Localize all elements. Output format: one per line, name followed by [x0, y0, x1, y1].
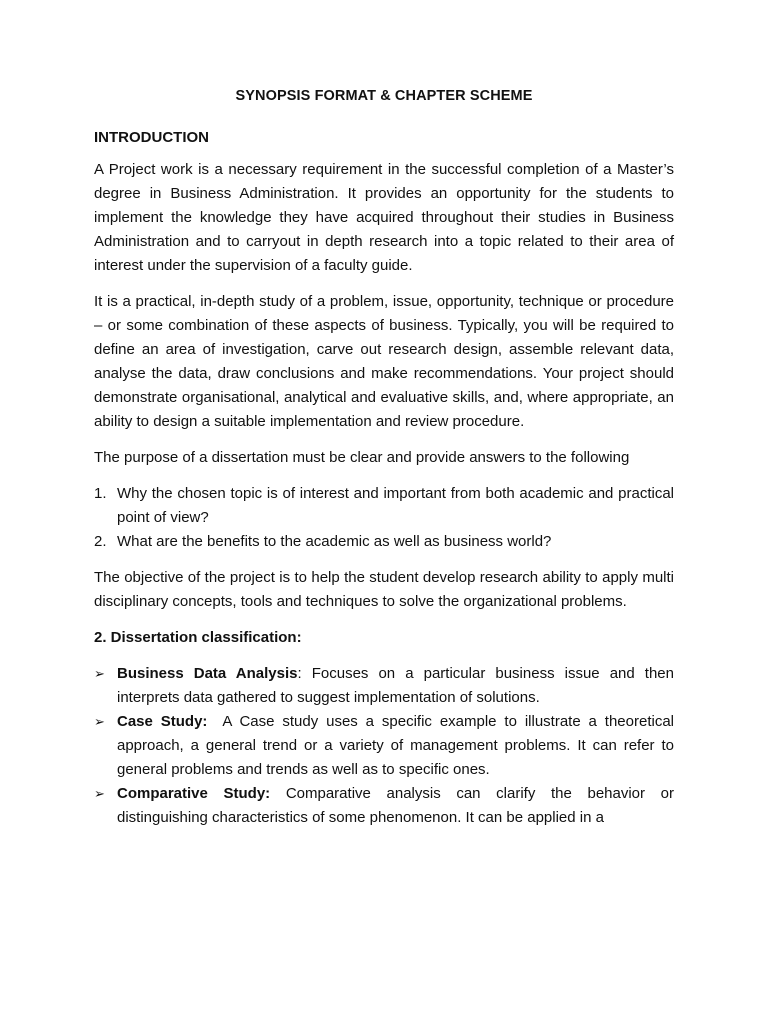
- objective-paragraph: The objective of the project is to help the student develop research ability to apply multi disciplinary concepts, tools and techniques to solve the organizational problems.: [94, 569, 674, 610]
- classification-term: Comparative Study:: [117, 785, 271, 802]
- classification-term: Business Data Analysis: [117, 665, 298, 682]
- introduction-heading: INTRODUCTION: [94, 129, 209, 146]
- term-separator: [270, 785, 286, 802]
- list-item: [94, 710, 674, 782]
- document-title: SYNOPSIS FORMAT & CHAPTER SCHEME: [235, 88, 533, 104]
- list-item-number: 2.: [94, 533, 107, 550]
- classification-term: Case Study:: [117, 713, 208, 730]
- classification-list: [94, 662, 674, 830]
- arrow-bullet-icon: ➢: [94, 786, 105, 801]
- list-item-text: Why the chosen topic is of interest and important from both academic and practical point of view?: [117, 485, 674, 526]
- purpose-paragraph: The purpose of a dissertation must be clear and provide answers to the following: [94, 449, 630, 466]
- list-item: [94, 530, 674, 554]
- arrow-bullet-icon: ➢: [94, 714, 105, 729]
- purpose-question-list: [94, 482, 674, 554]
- classification-description: A Case study uses a specific example to illustrate a theoretical approach, a general trend or a variety of management problems. It can refer to general problems and trends as well as to specific ones.: [117, 713, 675, 778]
- list-item: [94, 782, 674, 830]
- list-item: [94, 662, 674, 710]
- classification-description: Comparative analysis can clarify the behavior or distinguishing characteristics of some phenomenon. It can be applied in a: [117, 785, 674, 826]
- classification-heading: 2. Dissertation classification:: [94, 629, 302, 646]
- list-item-text: What are the benefits to the academic as well as business world?: [117, 533, 552, 550]
- intro-paragraph-1: A Project work is a necessary requirement in the successful completion of a Master’s degree in Business Administration. It provides an opportunity for the students to implement the knowledge they have acquired throughout their studies in Business Administration and to carryout in depth research into a topic related to their area of interest under the supervision of a faculty guide.: [94, 161, 674, 274]
- list-item-number: 1.: [94, 485, 107, 502]
- term-separator: [207, 713, 222, 730]
- term-separator: :: [297, 665, 312, 682]
- classification-description: Focuses on a particular business issue and then interprets data gathered to suggest implementation of solutions.: [117, 665, 674, 706]
- intro-paragraph-2: It is a practical, in-depth study of a problem, issue, opportunity, technique or procedure – or some combination of these aspects of business. Typically, you will be required to define an area of investigation, carve out research design, assemble relevant data, analyse the data, draw conclusions and make recommendations. Your project should demonstrate organisational, analytical and evaluative skills, and, where appropriate, an ability to design a suitable implementation and review procedure.: [94, 293, 674, 430]
- arrow-bullet-icon: ➢: [94, 666, 105, 681]
- list-item: [94, 482, 674, 530]
